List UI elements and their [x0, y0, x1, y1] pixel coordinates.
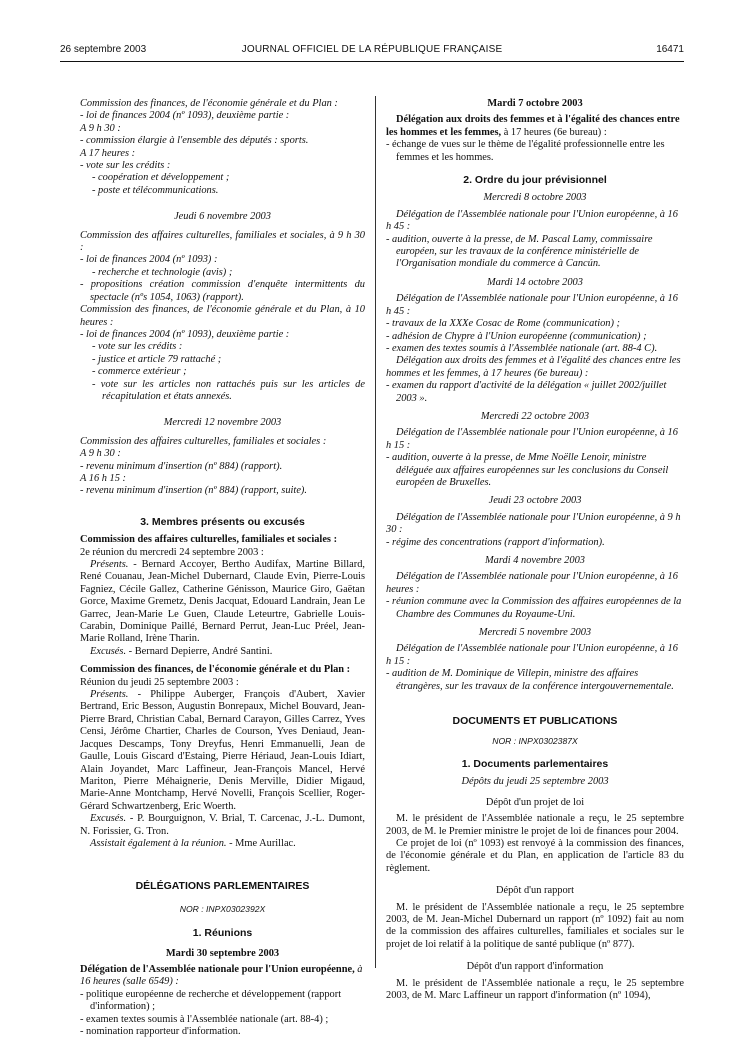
text-line: - loi de finances 2004 (nº 1093) :	[80, 254, 218, 266]
text-line: A 9 h 30 :	[80, 448, 121, 460]
text-line: - poste et télécommunications.	[92, 184, 219, 196]
text-line: - examen des textes soumis à l'Assemblée nationale (art. 88-4 C).	[386, 342, 658, 354]
text-line: - travaux de la XXXe Cosac de Rome (communication) ;	[386, 318, 621, 330]
date-heading: Mercredi 8 octobre 2003	[483, 192, 587, 204]
section-heading: 1. Réunions	[192, 927, 253, 940]
assistait-name: - Mme Aurillac.	[226, 837, 296, 849]
depot-heading: Dépôt d'un rapport d'information	[466, 961, 604, 973]
delegation-paragraph	[386, 114, 684, 139]
text-line: - audition, ouverte à la presse, de M. Pascal Lamy, commissaire européen, sur les travaux de la conférence ministérielle de l'Organisation mondiale du commerce à Cancún.	[386, 233, 653, 270]
date-heading: Jeudi 23 octobre 2003	[488, 495, 582, 507]
text-line: Commission des affaires culturelles, familiales et sociales, à 9 h 30 :	[80, 229, 365, 254]
left-column	[80, 98, 365, 1038]
text-line: Délégation de l'Assemblée nationale pour l'Union européenne, à 16 h 45 :	[386, 293, 678, 317]
text-line: - vote sur les crédits :	[80, 160, 171, 172]
section-heading: 2. Ordre du jour prévisionnel	[463, 174, 607, 187]
agenda-block-jeudi	[80, 230, 365, 404]
assistait-paragraph	[80, 838, 365, 850]
commission-title: Commission des affaires culturelles, familiales et sociales :	[80, 534, 338, 546]
presents-label: Présents.	[90, 689, 129, 701]
date-heading: Mardi 30 septembre 2003	[165, 947, 280, 959]
excuses-paragraph	[80, 646, 365, 658]
paragraph: M. le président de l'Assemblée nationale a reçu, le 25 septembre 2003, de M. Marc Laffineur un rapport d'information (nº 1094),	[386, 977, 684, 1001]
section-heading: 3. Membres présents ou excusés	[140, 515, 305, 528]
text-line: - politique européenne de recherche et développement (rapport d'information) ;	[80, 988, 342, 1013]
text-line: Délégation de l'Assemblée nationale pour l'Union européenne, à 16 heures :	[386, 571, 678, 595]
commission-title: Commission des finances, de l'économie générale et du Plan :	[80, 664, 351, 676]
excuses-list: - P. Bourguignon, V. Brial, T. Carcenac, J.-L. Dumont, N. Forissier, G. Tron.	[80, 813, 365, 837]
text-line: - commerce extérieur ;	[92, 366, 187, 378]
presents-list: - Bernard Accoyer, Bertho Audifax, Martine Billard, René Couanau, Jean-Michel Dubernard, Claude Evin, Pierre-Louis Fagniez, Cécile Gallez, Catherine Génisson, Maurice Giro, Gaëtan Gorce, Maxime Gremetz, Denis Jacquat, Edouard Landrain, Jean Le Garrec, Jean-Marie Le Guen, Claude Leteurtre, Gabrielle Louis-Carabin, Dominique Paillé, Bernard Perrut, Jean-Luc Préel, Jean-Marie Rolland, Irène Tharin.	[80, 559, 365, 645]
text-line: - justice et article 79 rattaché ;	[92, 353, 222, 365]
presents-paragraph	[80, 559, 365, 646]
agenda-block-finances	[80, 98, 365, 197]
presents-list: - Philippe Auberger, François d'Aubert, Xavier Bertrand, Eric Besson, Augustin Bonrepaux, Michel Bouvard, Jean-Pierre Brard, Christian Cabal, Bernard Carayon, Gilles Carrez, Yves Censi, Jérôme Chartier, Charles de Courson, Yves Deniaud, Jean-Jacques Descamps, Tony Dreyfus, Henri Emmanuelli, Jean de Gaulle, Louis Giscard d'Estaing, Pierre Hériaud, Jean-Louis Idiart, Alain Joyandet, Marc Laffineur, Jean-François Mancel, Hervé Mariton, Pierre Méhaignerie, Denis Merville, Didier Migaud, Marie-Anne Montchamp, Hervé Novelli, François Scellier, Roger-Gérard Schwartzenberg, Eric Woerth.	[80, 689, 365, 812]
agenda-mer22	[386, 427, 684, 489]
text-line: A 9 h 30 :	[80, 122, 121, 134]
paragraph: Ce projet de loi (nº 1093) est renvoyé à la commission des finances, de l'économie générale et du Plan, en application de l'article 83 du règlement.	[386, 837, 684, 874]
excuses-label: Excusés.	[90, 813, 127, 825]
meeting-date: 2e réunion du mercredi 24 septembre 2003 :	[80, 546, 264, 558]
page-number: 16471	[656, 44, 684, 55]
date-heading: Mardi 4 novembre 2003	[485, 555, 585, 566]
paragraph: M. le président de l'Assemblée nationale a reçu, le 25 septembre 2003, de M. Jean-Michel Dubernard un rapport (nº 1092) fait au nom de la commission des affaires culturelles, familiales et sociales sur le projet de loi relatif à la politique de santé publique (nº 877).	[386, 901, 684, 950]
delegation-time: à 16 heures (salle 6549) :	[80, 963, 363, 988]
text-line: - audition de M. Dominique de Villepin, ministre des affaires étrangères, sur les travaux de la conférence intergouvernementale.	[386, 668, 674, 692]
text-line: - adhésion de Chypre à l'Union européenne (communication) ;	[386, 330, 647, 342]
text-line: - vote sur les articles non rattachés puis sur les articles de récapitulation et états annexés.	[92, 378, 365, 402]
section-heading: 1. Documents parlementaires	[461, 757, 609, 770]
agenda-mer5	[386, 643, 684, 693]
date-heading: Mercredi 22 octobre 2003	[480, 410, 590, 422]
assistait-label: Assistait également à la réunion.	[90, 837, 227, 849]
text-line: Délégation de l'Assemblée nationale pour l'Union européenne, à 16 h 45 :	[386, 208, 678, 233]
header-rule	[60, 61, 684, 62]
date-heading: Mercredi 12 novembre 2003	[163, 417, 282, 429]
date-heading: Mardi 7 octobre 2003	[487, 98, 583, 109]
text-line: A 16 h 15 :	[80, 472, 126, 484]
text-line: - examen textes soumis à l'Assemblée nationale (art. 88-4) ;	[80, 1013, 329, 1025]
text-line: - loi de finances 2004 (nº 1093), deuxième partie :	[80, 110, 290, 122]
text-line: Délégation de l'Assemblée nationale pour l'Union européenne, à 16 h 15 :	[386, 427, 678, 451]
agenda-block-mercredi	[80, 436, 365, 498]
presents-paragraph	[80, 689, 365, 813]
excuses-label: Excusés.	[90, 645, 127, 657]
text-line: - échange de vues sur le thème de l'égalité professionnelle entre les femmes et les hommes.	[386, 139, 665, 163]
agenda-mar4	[386, 571, 684, 621]
nor-reference: NOR : INPX0302392X	[179, 903, 266, 914]
page-header	[60, 44, 684, 58]
delegation-name: Délégation aux droits des femmes et à l'égalité des chances entre les hommes et les femmes,	[386, 114, 680, 138]
text-line: - commission élargie à l'ensemble des députés : sports.	[80, 135, 309, 147]
depots-date: Dépôts du jeudi 25 septembre 2003	[461, 776, 609, 788]
depot-heading: Dépôt d'un rapport	[495, 885, 575, 897]
paragraph: M. le président de l'Assemblée nationale a reçu, le 25 septembre 2003, de M. le Premier ministre le projet de loi de finances pour 2004.	[386, 813, 684, 837]
text-line: - vote sur les crédits :	[92, 341, 183, 353]
text-line: Délégation aux droits des femmes et à l'égalité des chances entre les hommes et les femmes, à 17 heures (6e bureau) :	[386, 355, 681, 379]
text-line: - audition, ouverte à la presse, de Mme Noëlle Lenoir, ministre déléguée aux affaires européennes sur les conclusions du Conseil européen de Bruxelles.	[386, 452, 669, 488]
agenda-mer8	[386, 209, 684, 271]
header-date: 26 septembre 2003	[60, 44, 147, 55]
date-heading: Mardi 14 octobre 2003	[487, 276, 583, 288]
depot-heading: Dépôt d'un projet de loi	[485, 796, 585, 808]
excuses-list: - Bernard Depierre, André Santini.	[126, 645, 273, 657]
text-line: Délégation de l'Assemblée nationale pour l'Union européenne, à 16 h 15 :	[386, 643, 678, 667]
delegations-title: DÉLÉGATIONS PARLEMENTAIRES	[135, 880, 310, 893]
right-column	[386, 98, 684, 1002]
presents-label: Présents.	[90, 559, 129, 570]
text-line: - recherche et technologie (avis) ;	[92, 266, 233, 278]
agenda-mar14	[386, 293, 684, 405]
delegation-name: Délégation de l'Assemblée nationale pour l'Union européenne,	[80, 963, 355, 975]
text-line: - revenu minimum d'insertion (nº 884) (rapport).	[80, 460, 283, 472]
documents-title: DOCUMENTS ET PUBLICATIONS	[452, 715, 618, 728]
text-line: Commission des finances, de l'économie générale et du Plan :	[80, 98, 338, 109]
delegation-paragraph	[80, 964, 365, 989]
text-line: A 17 heures :	[80, 147, 136, 159]
text-line: - propositions création commission d'enquête intermittents du spectacle (nºs 1054, 1063) (rapport).	[80, 279, 365, 303]
agenda-jeu23	[386, 512, 684, 549]
journal-title: JOURNAL OFFICIEL DE LA RÉPUBLIQUE FRANÇAISE	[241, 44, 503, 55]
text-line: Commission des affaires culturelles, familiales et sociales :	[80, 435, 327, 447]
text-line: - réunion commune avec la Commission des affaires européennes de la Chambre des Communes du Royaume-Uni.	[386, 596, 682, 620]
nor-reference: NOR : INPX0302387X	[492, 736, 578, 747]
text-line: - coopération et développement ;	[92, 172, 230, 184]
excuses-paragraph	[80, 813, 365, 838]
text-line: - nomination rapporteur d'information.	[80, 1026, 241, 1037]
column-divider	[375, 96, 376, 968]
text-line: Délégation de l'Assemblée nationale pour l'Union européenne, à 9 h 30 :	[386, 511, 681, 536]
text-line: Commission des finances, de l'économie générale et du Plan, à 10 heures :	[80, 304, 365, 328]
text-line: - régime des concentrations (rapport d'information).	[386, 536, 605, 548]
meeting-date: Réunion du jeudi 25 septembre 2003 :	[80, 676, 239, 688]
date-heading: Mercredi 5 novembre 2003	[478, 627, 592, 639]
delegation-time: à 17 heures (6e bureau) :	[501, 126, 607, 138]
date-heading: Jeudi 6 novembre 2003	[174, 211, 271, 223]
text-line: - examen du rapport d'activité de la délégation « juillet 2002/juillet 2003 ».	[386, 380, 667, 404]
text-line: - revenu minimum d'insertion (nº 884) (rapport, suite).	[80, 485, 307, 497]
text-line: - loi de finances 2004 (nº 1093), deuxième partie :	[80, 328, 290, 340]
